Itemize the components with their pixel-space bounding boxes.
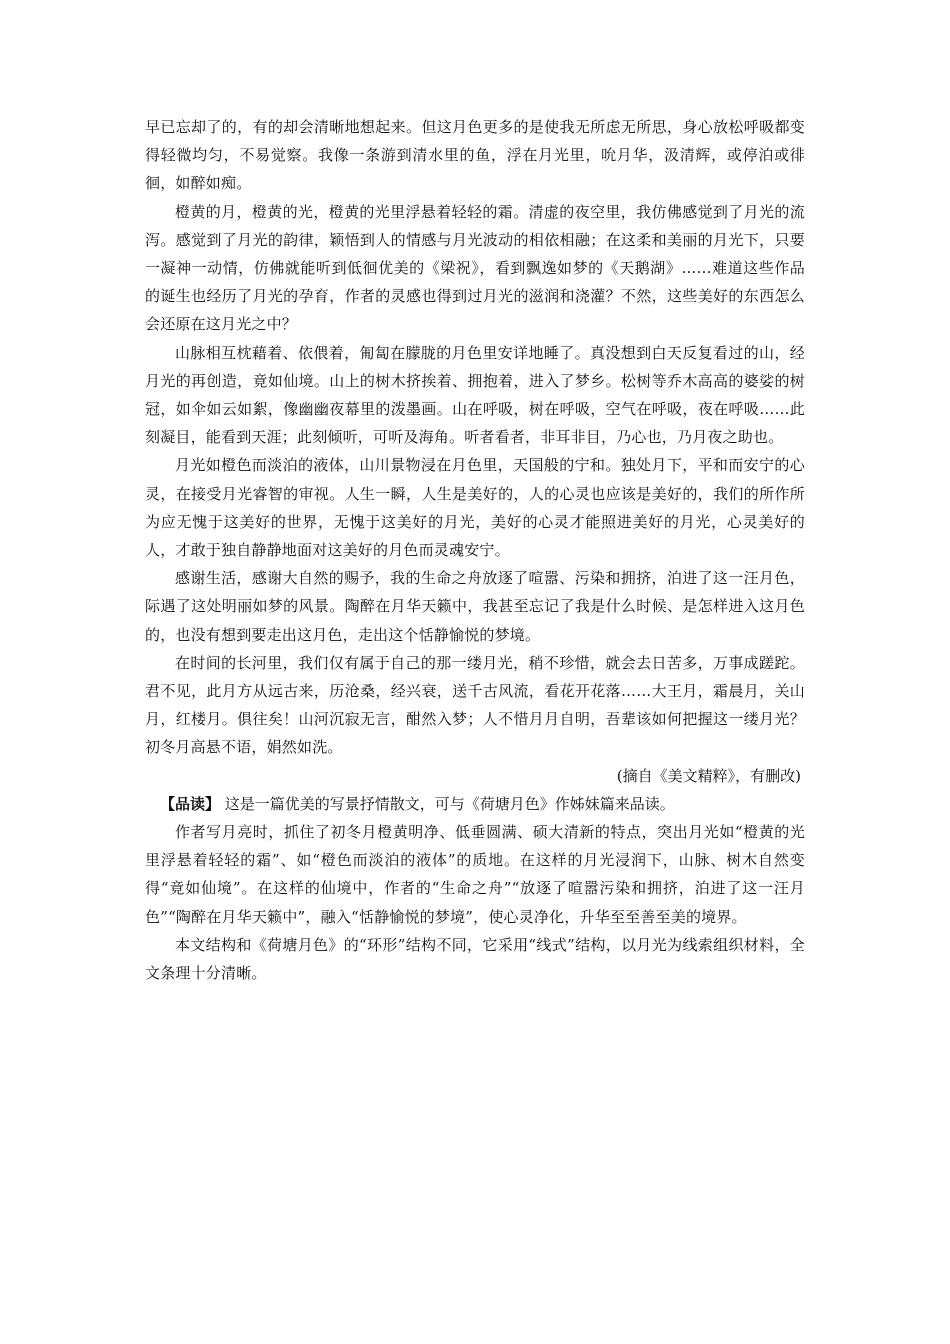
essay-paragraph-3: 山脉相互枕藉着、依偎着，匍匐在朦胧的月色里安详地睡了。真没想到白天反复看过的山，经月光的再创造，竟如仙境。山上的树木挤挨着、拥抱着，进入了梦乡。松树等乔木高高的婆娑的树冠，如伞如云如絮，像幽幽夜幕里的泼墨画。山在呼吸，树在呼吸，空气在呼吸，夜在呼吸……此刻凝目，能看到天涯；此刻倾听，可听及海角。听者看者，非耳非目，乃心也，乃月夜之助也。 [145, 343, 805, 447]
review-heading: 【品读】 [160, 794, 221, 813]
source-citation: (摘自《美文精粹》，有删改) [616, 766, 801, 785]
review-paragraph-2: 本文结构和《荷塘月色》的“环形”结构不同，它采用“线式”结构，以月光为线索组织材料，全文条理十分清晰。 [145, 935, 805, 983]
essay-paragraph-5: 感谢生活，感谢大自然的赐予，我的生命之舟放逐了喧嚣、污染和拥挤，泊进了这一汪月色，际遇了这处明丽如梦的风景。陶醉在月华天籁中，我甚至忘记了我是什么时候、是怎样进入这月色的，也没有想到要走出这月色，走出这个恬静愉悦的梦境。 [145, 569, 805, 644]
essay-paragraph-4: 月光如橙色而淡泊的液体，山川景物浸在月色里，天国般的宁和。独处月下，平和而安宁的心灵，在接受月光睿智的审视。人生一瞬，人生是美好的，人的心灵也应该是美好的，我们的所作所为应无愧于这美好的世界，无愧于这美好的月光，美好的心灵才能照进美好的月光，心灵美好的人，才敢于独自静静地面对这美好的月色而灵魂安宁。 [145, 456, 805, 560]
essay-paragraph-1: 早已忘却了的，有的却会清晰地想起来。但这月色更多的是使我无所虑无所思，身心放松呼吸都变得轻微均匀，不易觉察。我像一条游到清水里的鱼，浮在月光里，吮月华，汲清辉，或停泊或徘徊，如醉如痴。 [145, 118, 805, 193]
document-page [145, 113, 805, 987]
essay-paragraph-6: 在时间的长河里，我们仅有属于自己的那一缕月光，稍不珍惜，就会去日苦多，万事成蹉跎。君不见，此月方从远古来，历沧桑，经兴衰，送千古风流，看花开花落……大王月，霜晨月，关山月，红楼月。俱往矣！山河沉寂无言，酣然入梦；人不惜月月自明，吾辈该如何把握这一缕月光？初冬月高悬不语，娟然如洗。 [145, 653, 805, 757]
review-paragraph-1: 作者写月亮时，抓住了初冬月橙黄明净、低垂圆满、硕大清新的特点，突出月光如“橙黄的光里浮悬着轻轻的霜”、如“橙色而淡泊的液体”的质地。在这样的月光浸润下，山脉、树木自然变得“竟如仙境”。在这样的仙境中，作者的“生命之舟”“放逐了喧嚣污染和拥挤，泊进了这一汪月色”“陶醉在月华天籁中”，融入“恬静愉悦的梦境”，使心灵净化，升华至至善至美的境界。 [145, 823, 805, 926]
essay-paragraph-2: 橙黄的月，橙黄的光，橙黄的光里浮悬着轻轻的霜。清虚的夜空里，我仿佛感觉到了月光的流泻。感觉到了月光的韵律，颖悟到人的情感与月光波动的相依相融；在这柔和美丽的月光下，只要一凝神一动情，仿佛就能听到低徊优美的《梁祝》，看到飘逸如梦的《天鹅湖》……难道这些作品的诞生也经历了月光的孕育，作者的灵感也得到过月光的滋润和浇灌？不然，这些美好的东西怎么会还原在这月光之中？ [145, 202, 805, 334]
review-intro-paragraph [145, 790, 805, 818]
review-intro: 这是一篇优美的写景抒情散文，可与《荷塘月色》作姊妹篇来品读。 [224, 794, 675, 813]
